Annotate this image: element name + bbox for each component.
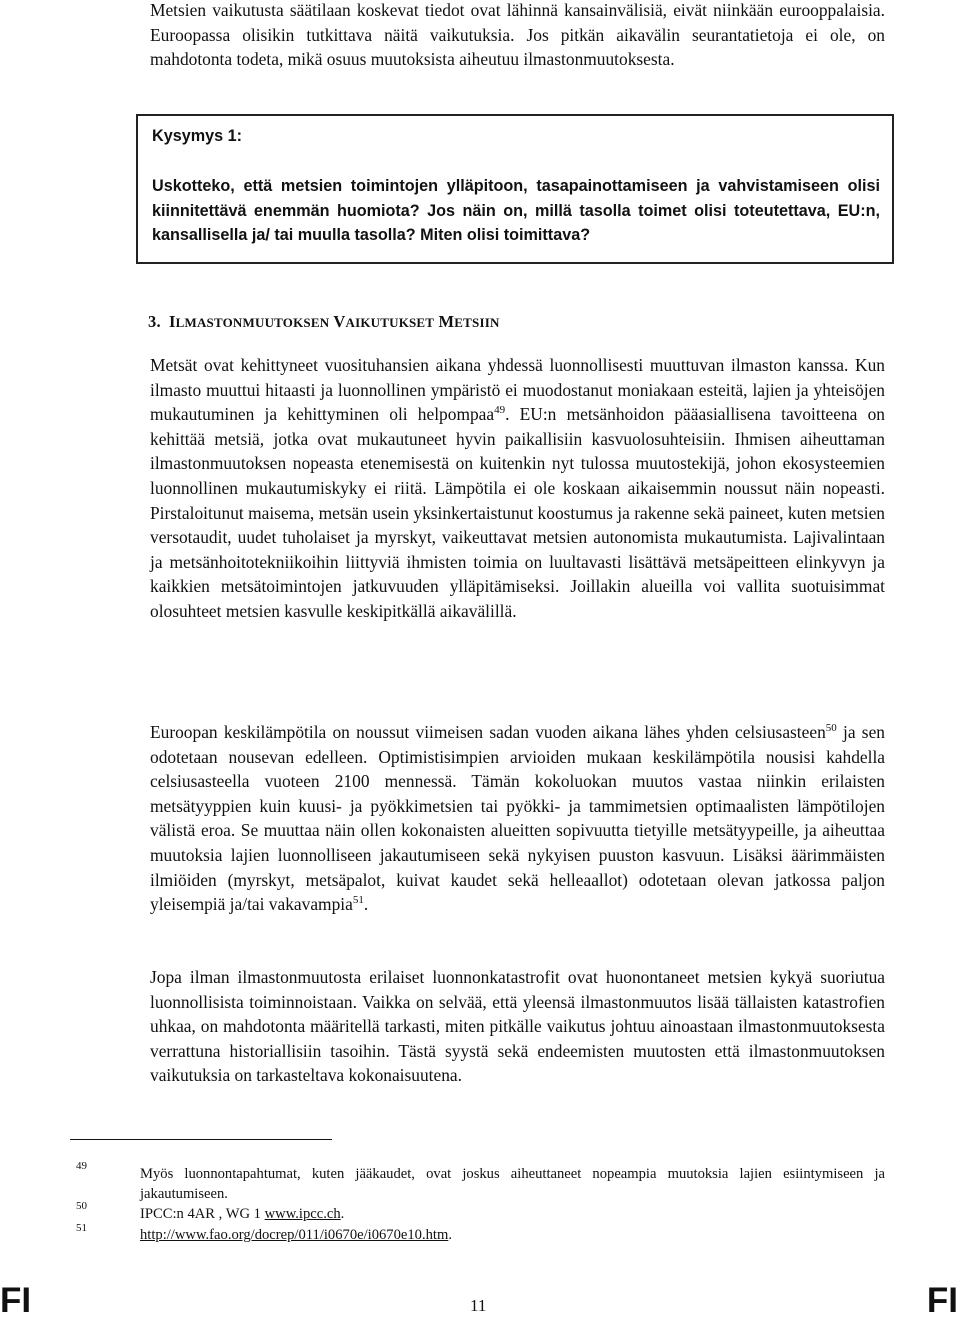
footnote-number-49: 49 [76,1160,87,1172]
page-number: 11 [470,1296,487,1315]
fao-link[interactable]: http://www.fao.org/docrep/011/i0670e/i0670e10.htm [140,1227,449,1243]
question-box [136,114,894,264]
paragraph-1: Metsät ovat kehittyneet vuosituhansien aikana yhdessä luonnollisesti muuttuvan ilmaston kanssa. Kun ilmasto muuttui hitaasti ja luonnollinen ympäristö ei muodostanut moniakaan esteitä, lajien ja yhteisöjen mukautuminen ja kehittyminen oli helpompaa$^{49}$. EU:n metsänhoidon pääasiallisena tavoitteena on kehittää metsiä, jotka ovat mukautuneet hyvin paikallisiin kasvuolosuhteisiin. Ihmisen aiheuttaman ilmastonmuutoksen nopeasta etenemisestä on kuitenkin nyt tulossa muutostekijä, johon ekosysteemien luonnollinen mukautumiskyky ei riitä. Lämpötila ei ole koskaan aikaisemmin noussut näin nopeasti. Pirstaloitunut maisema, metsän usein yksinkertaistunut koostumus ja rakenne sekä paineet, kuten metsien versotaudit, uudet tuholaiset ja myrskyt, vaikeuttavat metsien autonomista mukautumista. Lajivalintaan ja metsänhoitotekniikoihin liittyviä ihmisten toimia on luultavasti lisättävä metsäpeitteen elinkyvyn ja kaikkien metsätoimintojen jatkuvuuden ylläpitämiseksi. Joillakin alueilla voi vallita suotuisimmat olosuhteet metsien kasvulle keskipitkällä aikavälillä. [150,355,885,621]
paragraph-3: Jopa ilman ilmastonmuutosta erilaiset luonnonkatastrofit ovat huonontaneet metsien kykyä suoriutua luonnollisista toiminnoistaan. Vaikka on selvää, että yleensä ilmastonmuutos lisää tällaisten katastrofien uhkaa, on mahdotonta määritellä tarkasti, miten pitkälle vaikutus johtuu ainoastaan ilmastonmuutoksesta verrattuna historiallisiin tasoihin. Tästä syystä sekä endeemisten muutosten että ilmastonmuutoksen vaikutuksia on tarkasteltava kokonaisuutena. [150,967,885,1086]
question-title: Kysymys 1: [152,127,242,145]
section-number: 3. [148,312,161,331]
footnote-50: IPCC:n 4AR , WG 1 www.ipcc.ch. [140,1206,345,1222]
footnote-ref-49[interactable]: 49 [494,404,506,417]
footnote-number-51: 51 [76,1222,87,1234]
intro-paragraph: Metsien vaikutusta säätilaan koskevat tiedot ovat lähinnä kansainvälisiä, eivät niinkään eurooppalaisia. Euroopassa olisikin tutkittava näitä vaikutuksia. Jos pitkän aikavälin seurantatietoja ei ole, on mahdotonta todeta, mikä osuus muutoksista aiheutuu ilmastonmuutoksesta. [150,0,885,70]
footer-lang-right: FI [926,1281,958,1320]
footnote-49: Myös luonnontapahtumat, kuten jääkaudet, ovat joskus aiheuttaneet nopeampia muutoksia lajien esiintymiseen ja jakautumiseen. [140,1166,885,1202]
footnote-ref-50[interactable]: 50 [825,722,837,735]
ipcc-link[interactable]: www.ipcc.ch [264,1206,341,1222]
footnote-divider [70,1139,332,1140]
footnote-ref-51[interactable]: 51 [352,894,364,907]
section-title-text: ILMASTONMUUTOKSEN VAIKUTUKSET METSIIN [169,312,500,331]
paragraph-2: Euroopan keskilämpötila on noussut viimeisen sadan vuoden aikana lähes yhden celsiusasteen$^{50}$ ja sen odotetaan nousevan edelleen. Optimistisimpien arvioiden mukaan keskilämpötila nousisi kahdella celsiusasteella vuoteen 2100 mennessä. Tämän kokoluokan muutos vastaa niinkin erilaisten metsätyyppien kuin kuusi- ja pyökkimetsien tai pyökki- ja tammimetsien optimaalisten lämpötilojen välistä eroa. Se muuttaa näin ollen kokonaisten alueitten sopivuutta tietyille metsätyypeille, ja aiheuttaa muutoksia lajien luonnolliseen jakautumiseen sekä nykyisen puuston kasvuun. Lisäksi äärimmäisten ilmiöiden (myrskyt, metsäpalot, kuivat kaudet sekä helleaallot) odotetaan olevan jatkossa paljon yleisempiä ja/tai vakavampia$^{51}$. [150,722,885,915]
footnote-51: http://www.fao.org/docrep/011/i0670e/i0670e10.htm. [140,1227,452,1243]
footnote-number-50: 50 [76,1200,87,1212]
question-text: Uskotteko, että metsien toimintojen ylläpitoon, tasapainottamiseen ja vahvistamiseen olisi kiinnitettävä enemmän huomiota? Jos näin on, millä tasolla toimet olisi toteutettava, EU:n, kansallisella ja/ tai muulla tasolla? Miten olisi toimittava? [152,177,880,245]
footer-lang-left: FI [0,1281,32,1320]
